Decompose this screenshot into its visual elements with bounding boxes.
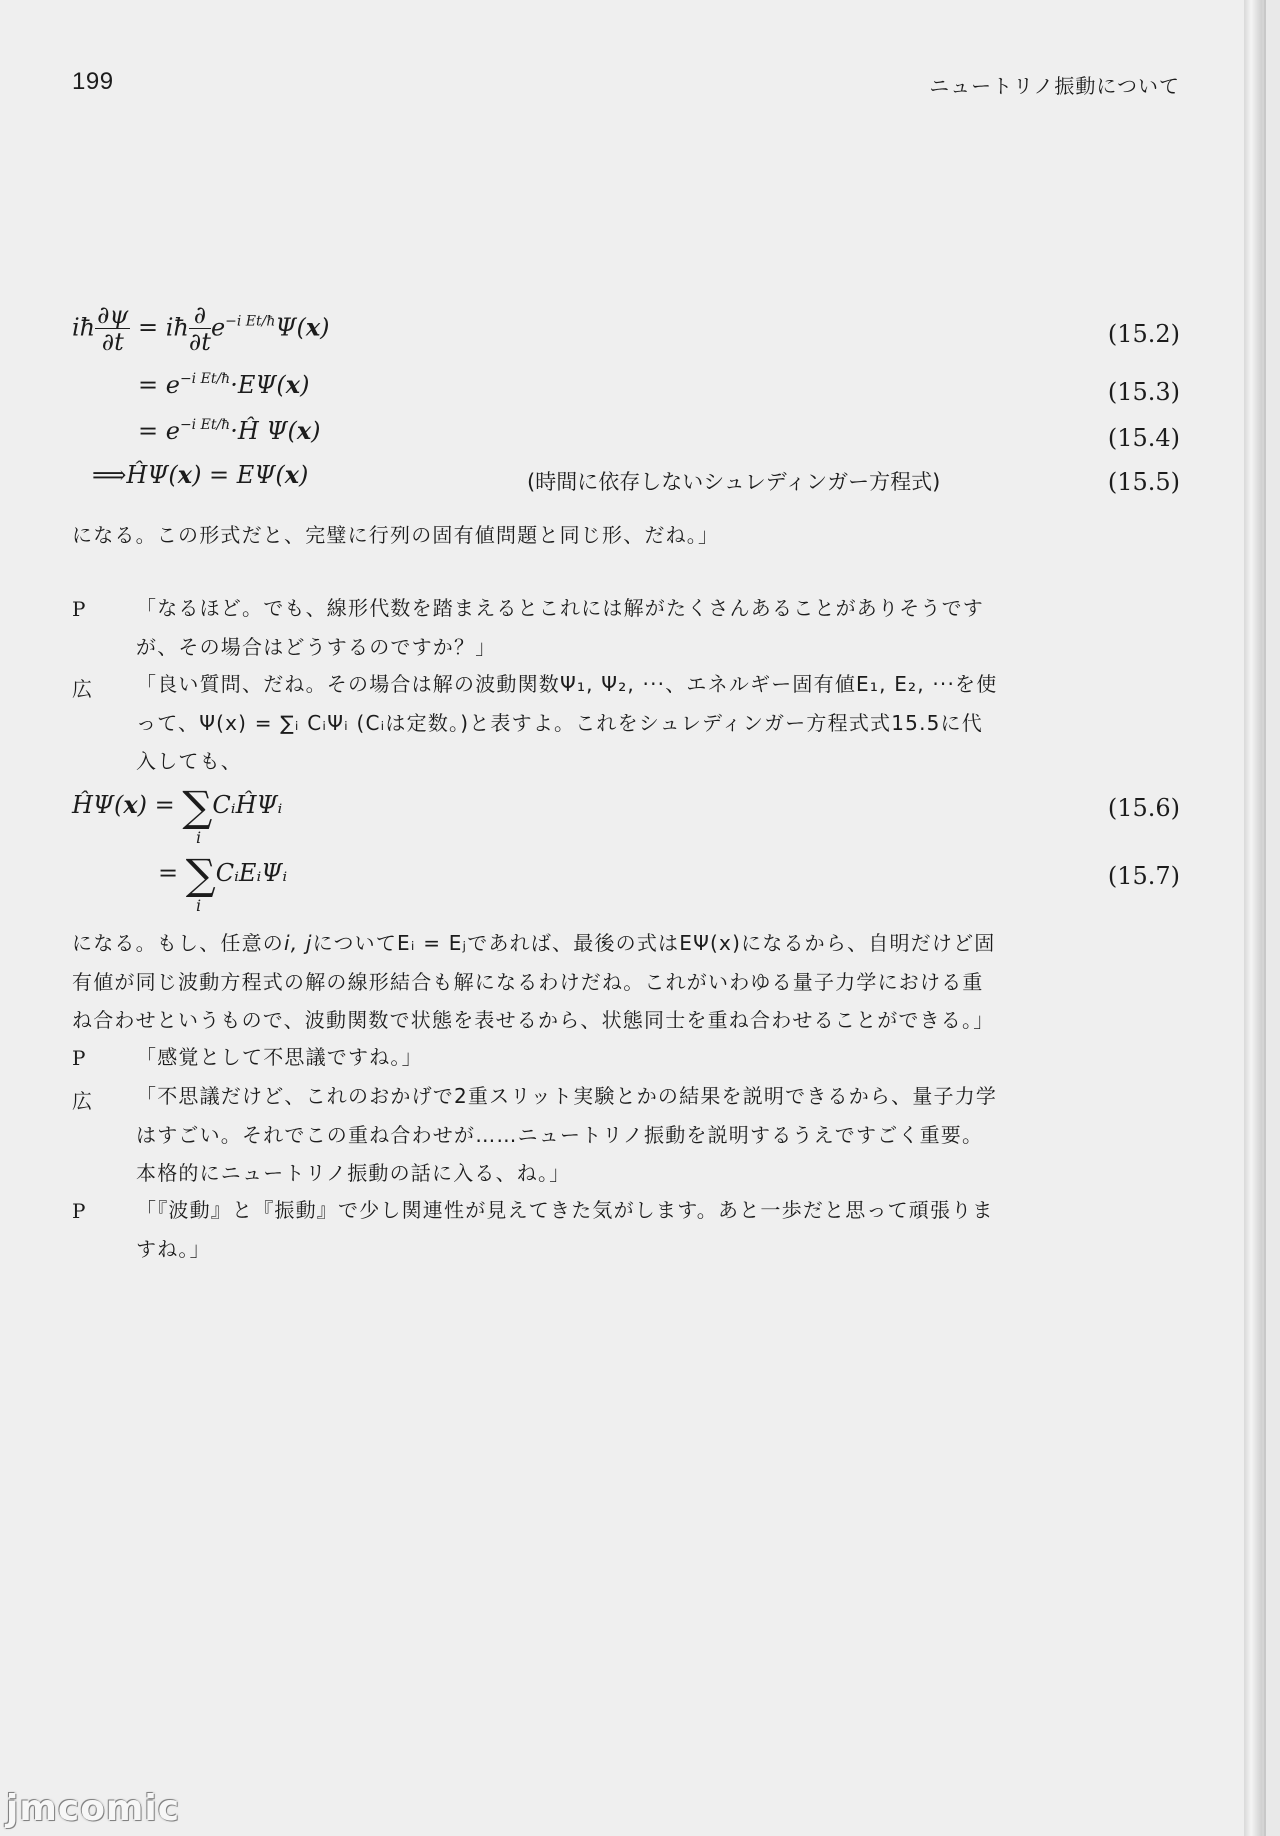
equation-number: (15.6)	[1107, 794, 1180, 822]
dialogue-line: 「不思議だけど、これのおかげで2重スリット実験とかの結果を説明できるから、量子力学はすごい。それでこの重ね合わせが……ニュートリノ振動を説明するうえですごく重要。本格的にニュートリノ振動の話に入る、ね。」	[136, 1084, 998, 1185]
equation-15-6-math: ĤΨ(x) = ∑CᵢĤΨᵢ	[72, 782, 283, 831]
dialogue-line: 「感覚として不思議ですね。」	[136, 1045, 423, 1069]
sum-index: i	[196, 828, 202, 847]
dialogue-line: 「『波動』と『振動』で少し関連性が見えてきた気がします。あと一歩だと思って頑張りますね。」	[136, 1198, 994, 1261]
speaker-label: P	[72, 1046, 86, 1070]
dialogue-line: 「良い質問、だね。その場合は解の波動関数Ψ₁, Ψ₂, ···、エネルギー固有値E₁, E₂, ···を使って、Ψ(x) = ∑ᵢ CᵢΨᵢ (Cᵢは定数。)と表すよ。これをシュレディンガー方程式式15.5に代入しても、	[136, 672, 998, 773]
equation-number: (15.5)	[1107, 468, 1180, 496]
equation-number: (15.2)	[1107, 320, 1180, 348]
equation-15-4-math: = $e^{-i Et/ħ}\cdot Ĥ$ Ψ(x)	[138, 416, 321, 445]
paragraph-text-b: についてEᵢ = Eⱼであれば、最後の式はEΨ(x)になるから、自明だけど固有値が同じ波動方程式の解の線形結合も解になるわけだね。これがいわゆる量子力学における重ね合わせというもので、波動関数で状態を表せるから、状態同士を重ね合わせることができる。」	[72, 931, 996, 1032]
watermark: jmcomic	[6, 1788, 181, 1829]
equation-number: (15.7)	[1107, 862, 1180, 890]
equation-15-2	[72, 301, 1180, 357]
paragraph-after-eq-15-5: になる。この形式だと、完璧に行列の固有値問題と同じ形、だね。」	[72, 523, 720, 547]
equation-15-5-math: ⟹ĤΨ(x) = EΨ(x)	[92, 460, 309, 489]
equation-15-4	[72, 416, 1180, 464]
running-title: ニュートリノ振動について	[929, 74, 1180, 98]
paragraph-text-a: になる。もし、任意の	[72, 931, 284, 955]
equation-note: (時間に依存しないシュレディンガー方程式)	[527, 470, 941, 494]
equation-number: (15.4)	[1107, 424, 1180, 452]
page-number: 199	[72, 68, 114, 95]
equation-15-7	[72, 850, 1180, 924]
equation-15-3-math: = $e^{-i Et/ħ}\cdot E\Psi(x)$	[138, 370, 310, 399]
paragraph-after-eq-15-7: になる。もし、任意のi, jについてEᵢ = Eⱼであれば、最後の式はEΨ(x)になるから、自明だけど固有値が同じ波動方程式の解の線形結合も解になるわけだね。これがいわゆる量子力学における重ね合わせというもので、波動関数で状態を表せるから、状態同士を重ね合わせることができる。」	[72, 931, 996, 1032]
equation-number: (15.3)	[1107, 378, 1180, 406]
speaker-label: P	[72, 597, 86, 621]
speaker-label: 広	[72, 1089, 92, 1113]
equation-15-6	[72, 782, 1180, 856]
equation-15-7-math: = ∑CᵢEᵢΨᵢ	[158, 850, 288, 899]
dialogue-line: 「なるほど。でも、線形代数を踏まえるとこれには解がたくさんあることがありそうですが、その場合はどうするのですか？」	[136, 596, 984, 659]
speaker-label: P	[72, 1199, 86, 1223]
speaker-label: 広	[72, 677, 92, 701]
equation-15-2-math: iħ $\frac{\partial\psi}{\partial t}$ = iħ $\frac{\partial}{\partial t}$ $e^{-i Et/ħ}\Psi(x)$	[72, 301, 330, 357]
equation-15-3	[72, 370, 1180, 418]
sum-index: i	[196, 896, 202, 915]
equation-15-5	[72, 460, 1180, 508]
page-edge	[1244, 0, 1262, 1836]
